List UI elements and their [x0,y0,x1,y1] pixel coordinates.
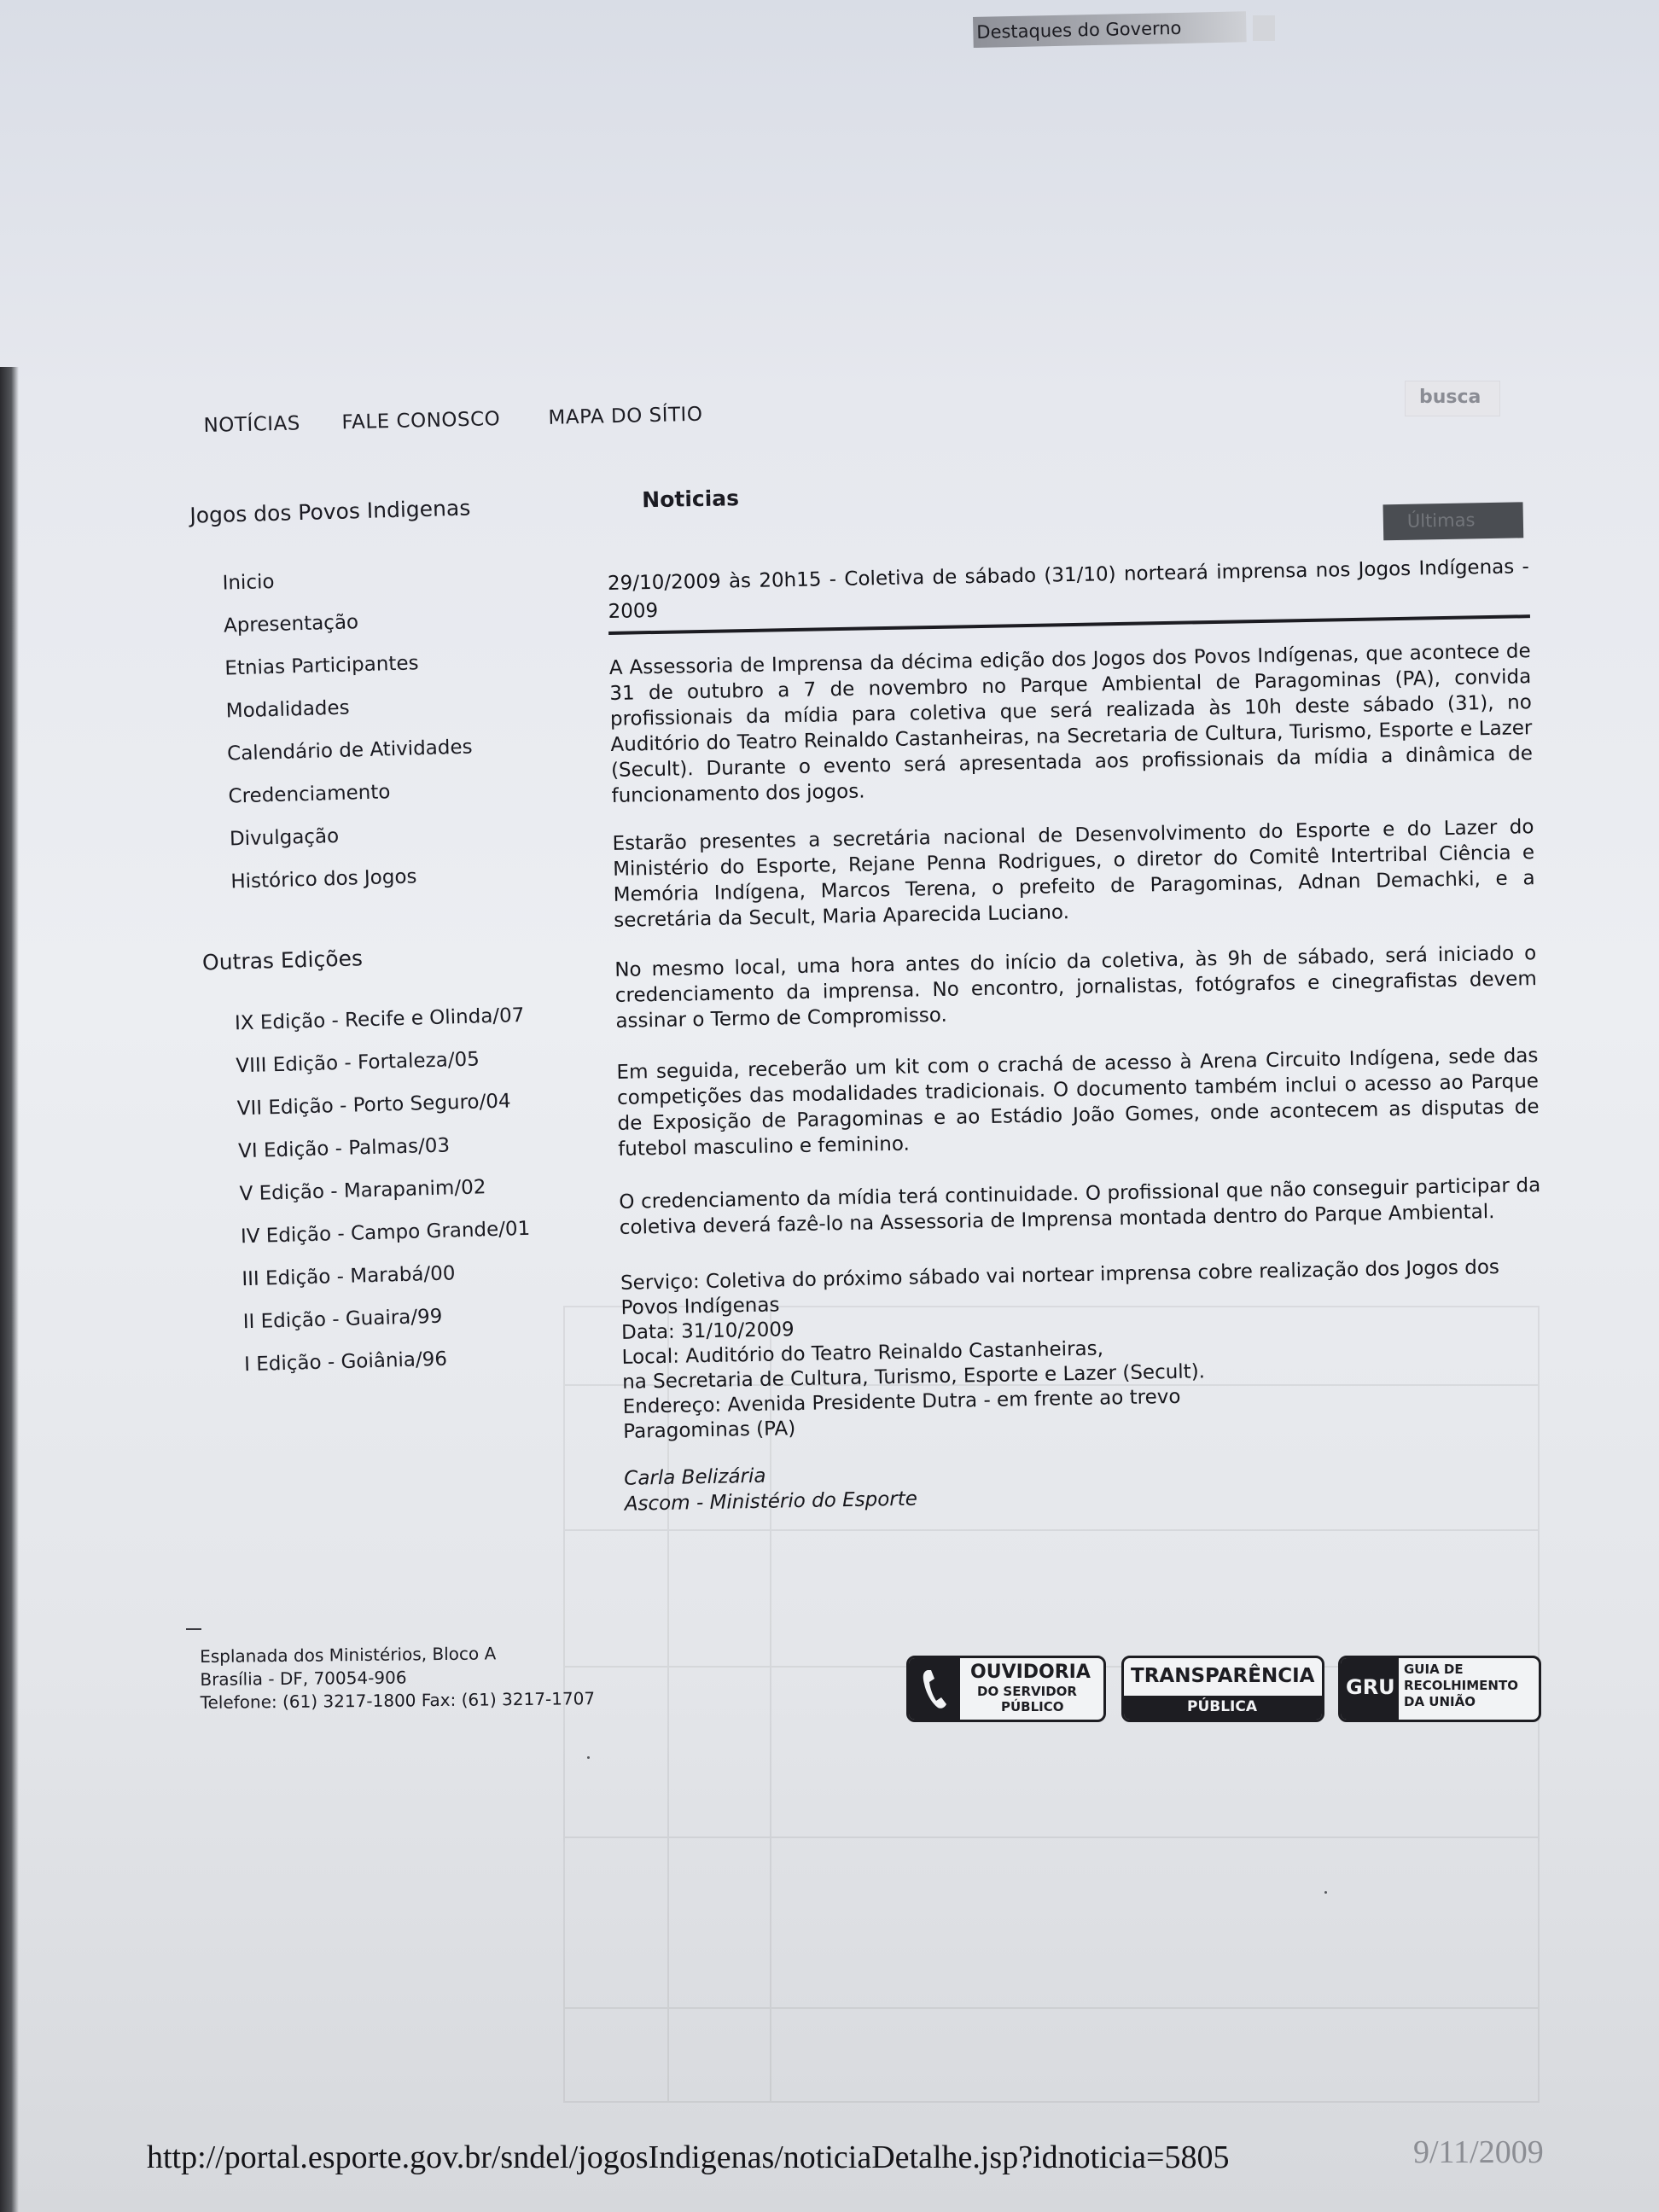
address-line: Esplanada dos Ministérios, Bloco A [200,1643,497,1667]
edition-link[interactable]: IV Edição - Campo Grande/01 [240,1217,531,1249]
author-org: Ascom - Ministério do Esporte [624,1487,918,1516]
ultimas-label: Últimas [1406,509,1476,532]
paper-speck [1324,1891,1327,1894]
transparencia-band [1124,1696,1322,1720]
article-headline: 29/10/2009 às 20h15 - Coletiva de sábado (31/10) norteará imprensa nos Jogos Indígenas - 2009 [607,556,1530,623]
transparencia-title: TRANSPARÊNCIA [1131,1665,1315,1687]
service-line: na Secretaria de Cultura, Turismo, Esporte e Lazer (Secult). [621,1360,1206,1394]
article [606,471,1556,1546]
nav-fale-conosco[interactable]: FALE CONOSCO [341,408,501,434]
sidebar [179,492,631,1408]
sidebar-item-apresentacao[interactable]: Apresentação [223,611,359,637]
service-line: Data: 31/10/2009 [620,1318,795,1344]
ouvidoria-logo-link[interactable] [906,1656,1106,1722]
gru-mark-text: GRU [1346,1675,1395,1699]
ouvidoria-title: OUVIDORIA [970,1662,1091,1683]
other-editions-title: Outras Edições [201,946,364,975]
edition-link[interactable]: VIII Edição - Fortaleza/05 [236,1048,480,1078]
section-title: Noticias [641,486,740,513]
edition-link[interactable]: III Edição - Marabá/00 [242,1262,456,1291]
article-paragraph: O credenciamento da mídia terá continuidade. O profissional que não conseguir participar da coletiva deverá fazê-lo na Assessoria de Imprensa montada dentro do Parque Ambiental. [619,1174,1541,1239]
print-url: http://portal.esporte.gov.br/sndel/jogosIndigenas/noticiaDetalhe.jsp?idnoticia=5805 [147,2139,1230,2175]
edition-link[interactable]: VI Edição - Palmas/03 [237,1134,451,1163]
search-button[interactable] [1405,381,1500,416]
sidebar-title: Jogos dos Povos Indigenas [189,495,471,528]
sidebar-item-etnias[interactable]: Etnias Participantes [224,652,419,680]
edition-link[interactable]: VII Edição - Porto Seguro/04 [236,1090,511,1121]
author-signature [624,1461,917,1517]
transparencia-subtitle: PÚBLICA [1187,1698,1258,1715]
gru-mark [1341,1658,1399,1720]
gru-line: GUIA DE [1404,1662,1464,1677]
service-line: Serviço: Coletiva do próximo sábado vai nortear imprensa cobre realização dos Jogos dos [620,1255,1500,1295]
sidebar-item-divulgacao[interactable]: Divulgação [229,824,340,851]
article-paragraph: No mesmo local, uma hora antes do início da coletiva, às 9h de sábado, será iniciado o credenciamento da imprensa. No encontro, jornalistas, fotógrafos e cinegrafistas devem assinar o Termo de Compromisso. [614,942,1537,1033]
ouvidoria-subtitle: PÚBLICO [1001,1699,1064,1714]
gov-highlights-bar[interactable] [973,11,1247,48]
transparencia-logo-link[interactable] [1121,1656,1324,1722]
print-date: 9/11/2009 [1413,2134,1544,2170]
bleed-line [565,1837,1538,1838]
footer-address [200,1640,678,1714]
edition-link[interactable]: IX Edição - Recife e Olinda/07 [234,1004,525,1035]
gru-logo-link[interactable] [1338,1656,1541,1722]
sidebar-item-calendario[interactable]: Calendário de Atividades [226,736,473,765]
service-line: Povos Indígenas [620,1294,780,1319]
article-paragraph: Estarão presentes a secretária nacional de Desenvolvimento do Esporte e do Lazer do Ministério do Esporte, Rejane Penna Rodrigues, o diretor do Comitê Intertribal Ciência e Memória Indígena, Marcos Terena, o prefeito de Paragominas, Adnan Demachki, e a secretária da Secult, Maria Aparecida Luciano. [612,816,1535,932]
sidebar-item-modalidades[interactable]: Modalidades [225,696,350,723]
author-name: Carla Belizária [624,1464,766,1490]
gov-bar-arrow-icon[interactable] [1253,15,1275,41]
service-line: Local: Auditório do Teatro Reinaldo Castanheiras, [621,1337,1104,1369]
footer-mark [186,1628,201,1630]
ouvidoria-subtitle: DO SERVIDOR [977,1684,1077,1699]
top-nav [203,391,801,456]
gru-line: DA UNIÃO [1404,1694,1476,1709]
gru-line: RECOLHIMENTO [1404,1678,1518,1693]
article-paragraph: Em seguida, receberão um kit com o crachá de acesso à Arena Circuito Indígena, sede das competições das modalidades tradicionais. O documento também inclui o acesso ao Parque de Exposição de Paragominas e ao Estádio João Gomes, onde acontecem as disputas de futebol masculino e feminino. [616,1045,1540,1161]
phone-icon [909,1658,960,1720]
sidebar-item-credenciamento[interactable]: Credenciamento [228,781,391,808]
paper-speck [587,1756,590,1759]
edition-link[interactable]: V Edição - Marapanim/02 [239,1176,486,1206]
gov-highlights-label: Destaques do Governo [976,17,1182,43]
address-line: Telefone: (61) 3217-1800 Fax: (61) 3217-1707 [200,1688,596,1713]
bleed-line [565,2007,1538,2009]
service-line: Endereço: Avenida Presidente Dutra - em frente ao trevo [622,1385,1181,1418]
paper-edge-shadow [0,367,19,2212]
article-paragraph: A Assessoria de Imprensa da décima edição dos Jogos dos Povos Indígenas, que acontece de 31 de outubro a 7 de novembro no Parque Ambiental de Paragominas (PA), convida profissionais da mídia para coletiva que será realizada às 10h deste sábado (31), no Auditório do Teatro Reinaldo Castanheiras, na Secretaria de Cultura, Turismo, Esporte e Lazer (Secult). Durante o evento será apresentada aos profissionais da mídia a dinâmica de funcionamento dos jogos. [608,640,1534,807]
address-line: Brasília - DF, 70054-906 [200,1667,407,1690]
nav-noticias[interactable]: NOTÍCIAS [203,412,301,437]
gru-caption [1404,1662,1518,1710]
sidebar-item-inicio[interactable]: Inicio [222,570,275,595]
service-info [620,1254,1545,1445]
search-label: busca [1419,387,1481,408]
edition-link[interactable]: I Edição - Goiânia/96 [243,1348,448,1377]
ultimas-button[interactable] [1383,502,1524,540]
service-line: Paragominas (PA) [623,1417,796,1443]
nav-mapa-do-sitio[interactable]: MAPA DO SÍTIO [548,403,703,429]
sidebar-item-historico[interactable]: Histórico dos Jogos [230,865,417,894]
edition-link[interactable]: II Edição - Guaira/99 [242,1305,443,1334]
